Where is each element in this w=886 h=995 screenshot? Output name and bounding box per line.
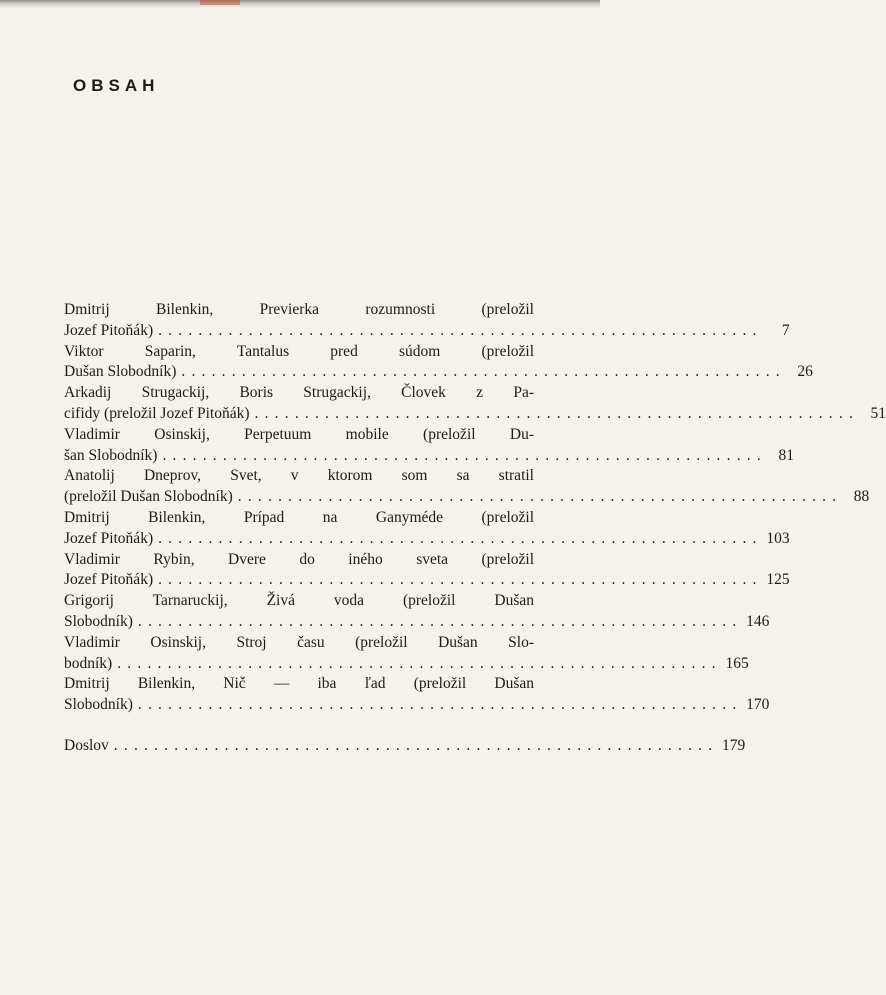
toc-entry-title-cont: Jozef Pitoňák) bbox=[64, 321, 154, 339]
toc-entry-epilogue bbox=[64, 736, 746, 757]
toc-entry-title-cont: Dušan Slobodník) bbox=[64, 363, 177, 381]
dot-leader: ............................................................ bbox=[117, 654, 722, 672]
toc-entry-title: Dmitrij Bilenkin, Nič — iba ľad (preložil Dušan bbox=[64, 675, 534, 693]
dot-leader: ............................................................ bbox=[113, 736, 719, 754]
toc-entry-title: Vladimir Rybin, Dvere do iného sveta (preložil bbox=[64, 550, 534, 568]
toc-entry bbox=[64, 550, 790, 592]
toc-page-number: 81 bbox=[778, 446, 794, 464]
toc-entry bbox=[64, 300, 790, 342]
toc-page-number: 170 bbox=[746, 696, 770, 714]
dot-leader: ............................................................ bbox=[162, 446, 767, 464]
toc-entry-title-cont: Jozef Pitoňák) bbox=[64, 529, 154, 547]
toc-entry-title: Vladimir Osinskij, Perpetuum mobile (preložil Du- bbox=[64, 425, 534, 443]
dot-leader: ............................................................ bbox=[237, 488, 843, 506]
toc-page-number: 88 bbox=[853, 488, 870, 506]
toc-page-number: 7 bbox=[781, 321, 790, 339]
toc-entry-title: Anatolij Dneprov, Svet, v ktorom som sa stratil bbox=[64, 467, 534, 485]
toc-page-number: 146 bbox=[746, 612, 770, 630]
toc-entry-title: Dmitrij Bilenkin, Previerka rozumnosti (preložil bbox=[64, 301, 534, 318]
toc-entry-title: Grigorij Tarnaruckij, Živá voda (preložil Dušan bbox=[64, 592, 534, 610]
toc-entry-title-cont: šan Slobodník) bbox=[64, 446, 158, 464]
toc-page-number: 51 bbox=[870, 404, 886, 422]
toc-entry bbox=[64, 425, 794, 467]
dot-leader: ............................................................ bbox=[158, 321, 763, 339]
toc-page-number: 26 bbox=[797, 363, 813, 381]
dot-leader: ............................................................ bbox=[137, 612, 743, 630]
toc-entry bbox=[64, 633, 749, 675]
toc-page-number: 125 bbox=[766, 571, 790, 589]
toc-entry-title: Arkadij Strugackij, Boris Strugackij, Človek z Pa- bbox=[64, 384, 534, 402]
page-top-edge bbox=[0, 0, 600, 8]
page-title: OBSAH bbox=[73, 76, 160, 95]
toc-entry-title: Vladimir Osinskij, Stroj času (preložil Dušan Slo- bbox=[64, 633, 534, 651]
toc-entry-title-cont: Slobodník) bbox=[64, 696, 133, 714]
toc-entry bbox=[64, 383, 886, 425]
dot-leader: ............................................................ bbox=[254, 404, 860, 422]
dot-leader: ............................................................ bbox=[137, 696, 743, 714]
toc-entry-title-cont: bodník) bbox=[64, 654, 113, 672]
toc-entry bbox=[64, 342, 813, 384]
toc-page-number: 165 bbox=[725, 654, 749, 672]
toc-epilogue-title: Doslov bbox=[64, 736, 109, 754]
toc-entry bbox=[64, 674, 770, 716]
toc-page-number: 179 bbox=[722, 736, 746, 754]
table-of-contents bbox=[64, 300, 886, 757]
toc-entry-title-cont: cifidy (preložil Jozef Pitoňák) bbox=[64, 404, 250, 422]
dot-leader: ............................................................ bbox=[158, 529, 763, 547]
toc-entry bbox=[64, 508, 790, 550]
toc-entry bbox=[64, 591, 770, 633]
toc-entry-title: Dmitrij Bilenkin, Prípad na Ganyméde (preložil bbox=[64, 508, 534, 526]
toc-entry bbox=[64, 466, 870, 508]
dot-leader: ............................................................ bbox=[181, 363, 786, 381]
dot-leader: ............................................................ bbox=[158, 571, 763, 589]
toc-entry-title-cont: Slobodník) bbox=[64, 612, 133, 630]
page-edge-mark bbox=[200, 0, 240, 5]
toc-page-number: 103 bbox=[766, 529, 790, 547]
toc-entry-title: Viktor Saparin, Tantalus pred súdom (preložil bbox=[64, 342, 534, 360]
toc-entry-title-cont: (preložil Dušan Slobodník) bbox=[64, 488, 233, 506]
toc-entry-title-cont: Jozef Pitoňák) bbox=[64, 571, 154, 589]
